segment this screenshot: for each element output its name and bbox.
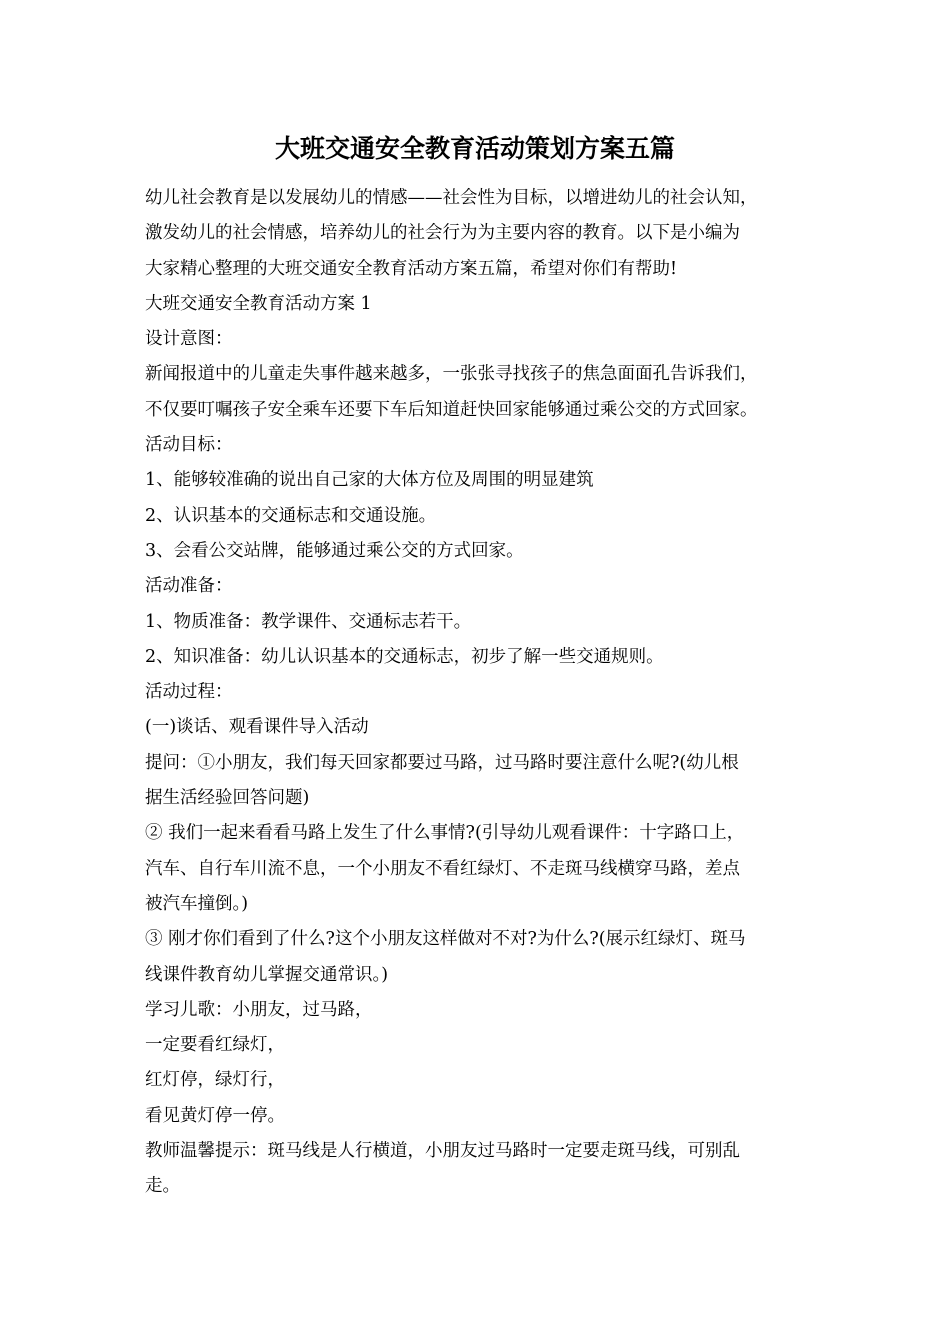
text-line: (一)谈话、观看课件导入活动 [145,717,369,738]
subheading: 设计意图： [145,329,233,350]
text-line: 看见黄灯停一停。 [145,1105,285,1126]
section-heading: 大班交通安全教育活动方案 1 [145,293,372,314]
text-line: ② 我们一起来看看马路上发生了什么事情?(引导幼儿观看课件：十字路口上， [145,823,745,844]
text-line: 被汽车撞倒。) [145,893,249,914]
subheading: 活动准备： [145,576,233,597]
text-line: 新闻报道中的儿童走失事件越来越多，一张张寻找孩子的焦急面面孔告诉我们， [145,364,758,385]
text-line: 不仅要叮嘱孩子安全乘车还要下车后知道赶快回家能够通过乘公交的方式回家。 [145,399,758,420]
text-line: 据生活经验回答问题) [145,788,310,809]
list-item: 3、会看公交站牌，能够通过乘公交的方式回家。 [145,540,524,561]
list-item: 2、知识准备：幼儿认识基本的交通标志，初步了解一些交通规则。 [145,646,664,667]
text-line: 教师温馨提示：斑马线是人行横道，小朋友过马路时一定要走斑马线，可别乱 [145,1141,740,1162]
list-item: 2、认识基本的交通标志和交通设施。 [145,505,437,526]
text-line: 一定要看红绿灯， [145,1035,285,1056]
text-line: 汽车、自行车川流不息，一个小朋友不看红绿灯、不走斑马线横穿马路，差点 [145,858,740,879]
subheading: 活动目标： [145,435,233,456]
list-item: 1、能够较准确的说出自己家的大体方位及周围的明显建筑 [145,470,594,491]
text-line: ③ 刚才你们看到了什么?这个小朋友这样做对不对?为什么?(展示红绿灯、斑马 [145,929,746,950]
subheading: 活动过程： [145,682,233,703]
text-line: 红灯停，绿灯行， [145,1070,285,1091]
list-item: 1、物质准备：教学课件、交通标志若干。 [145,611,472,632]
text-line: 提问：①小朋友，我们每天回家都要过马路，过马路时要注意什么呢?(幼儿根 [145,752,739,773]
document-body [145,181,823,1205]
text-line: 幼儿社会教育是以发展幼儿的情感——社会性为目标，以增进幼儿的社会认知， [145,188,758,208]
text-line: 大家精心整理的大班交通安全教育活动方案五篇，希望对你们有帮助! [145,258,678,279]
text-line: 学习儿歌：小朋友，过马路， [145,999,373,1020]
document-title: 大班交通安全教育活动策划方案五篇 [274,134,675,163]
text-line: 走。 [145,1176,180,1197]
text-line: 线课件教育幼儿掌握交通常识。) [145,964,389,985]
text-line: 激发幼儿的社会情感，培养幼儿的社会行为为主要内容的教育。以下是小编为 [145,223,740,244]
